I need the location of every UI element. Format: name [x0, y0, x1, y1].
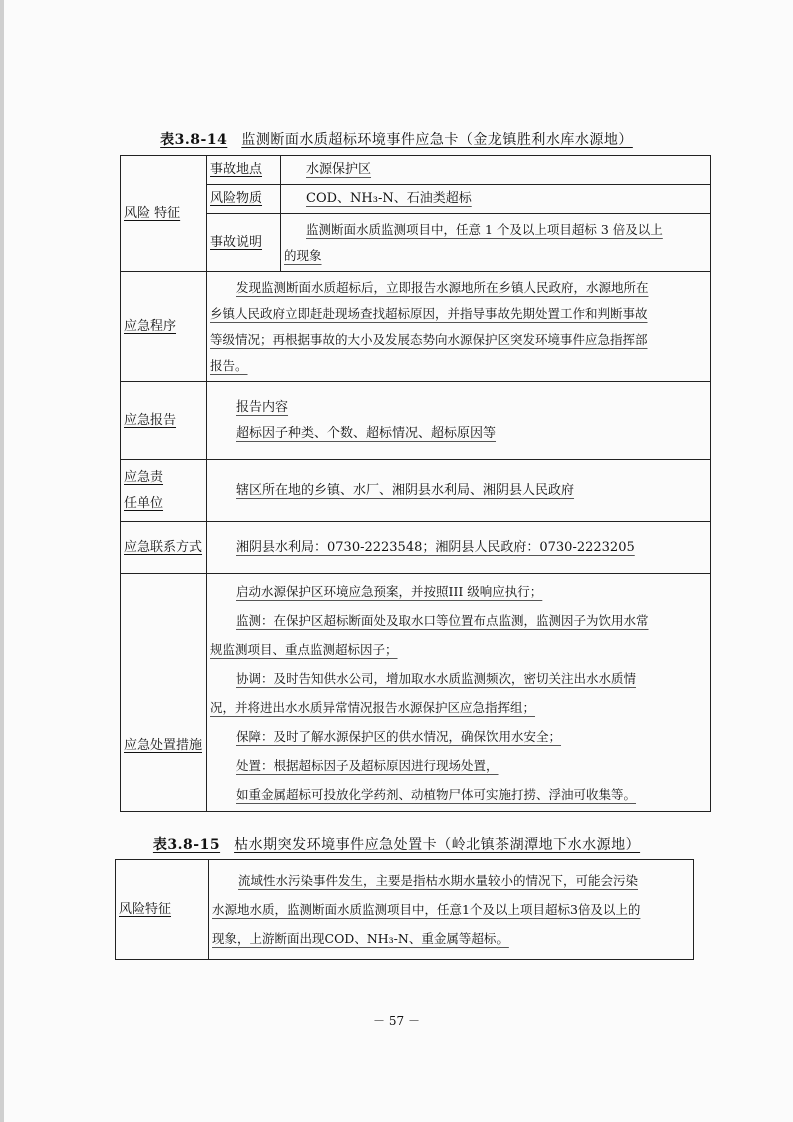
- responsible-unit-value: 辖区所在地的乡镇、水厂、湘阴县水利局、湘阴县人民政府: [236, 482, 575, 498]
- risk-substance-value-cell: [281, 185, 711, 214]
- measures-label-cell: [121, 574, 207, 812]
- contact-label-cell: [121, 522, 207, 574]
- responsible-unit-value-cell: [207, 460, 711, 522]
- risk-substance-label: 风险物质: [210, 191, 263, 206]
- procedure-label-cell: [121, 272, 207, 382]
- table-14: [120, 155, 711, 812]
- incident-desc-line-1: 监测断面水质监测项目中，任意 1 个及以上项目超标 3 倍及以上: [306, 221, 663, 237]
- report-line: 报告内容: [236, 399, 289, 415]
- measures-line: 监测：在保护区超标断面处及取水口等位置布点监测，监测因子为饮用水常: [236, 612, 649, 628]
- report-line: 超标因子种类、个数、超标情况、超标原因等: [236, 425, 497, 441]
- procedure-line: 乡镇人民政府立即赶赴现场查找超标原因，并指导事故先期处置工作和判断事故: [210, 305, 648, 321]
- incident-desc-value-cell: [281, 214, 711, 272]
- page-number: － 57 －: [373, 1014, 420, 1028]
- incident-desc-label-cell: [207, 214, 281, 272]
- incident-location-label-cell: [207, 156, 281, 185]
- procedure-line: 等级情况；再根据事故的大小及发展态势向水源保护区突发环境事件应急指挥部: [210, 331, 648, 347]
- procedure-line: 报告。: [210, 357, 248, 373]
- report-label: 应急报告: [124, 412, 177, 428]
- table-14-number: 表3.8-14: [160, 132, 228, 148]
- procedure-label: 应急程序: [124, 318, 177, 334]
- table-15-risk-line: 现象，上游断面出现COD、NH₃-N、重金属等超标。: [212, 931, 509, 946]
- responsible-unit-label-line-1: 应急责: [124, 469, 164, 485]
- table-15-caption: [0, 834, 793, 854]
- table-15-risk-content-cell: [209, 860, 694, 960]
- responsible-unit-label-cell: [121, 460, 207, 522]
- table-15-risk-label-cell: [116, 860, 209, 960]
- incident-location-value-cell: [281, 156, 711, 185]
- measures-line: 保障：及时了解水源保护区的供水情况，确保饮用水安全；: [236, 728, 562, 744]
- table-15-risk-label: 风险特征: [119, 901, 172, 917]
- contact-value-cell: [207, 522, 711, 574]
- measures-line: 规监测项目、重点监测超标因子；: [210, 641, 398, 657]
- measures-line: 如重金属超标可投放化学药剂、动植物尸体可实施打捞、浮油可收集等。: [236, 786, 637, 802]
- risk-substance-value: COD、NH₃-N、石油类超标: [306, 191, 472, 206]
- table-14-title: 监测断面水质超标环境事件应急卡（金龙镇胜利水库水源地）: [241, 132, 633, 148]
- incident-location-label: 事故地点: [210, 162, 263, 177]
- contact-label: 应急联系方式: [124, 539, 203, 555]
- table-14-caption: [0, 129, 793, 149]
- scan-edge: [0, 0, 4, 1122]
- measures-line: 启动水源保护区环境应急预案，并按照III 级响应执行；: [236, 583, 543, 599]
- report-content-cell: [207, 382, 711, 460]
- measures-line: 处置：根据超标因子及超标原因进行现场处置，: [236, 757, 499, 773]
- report-label-cell: [121, 382, 207, 460]
- measures-content-cell: [207, 574, 711, 812]
- risk-feature-label-cell: [121, 156, 207, 272]
- table-15-title: 枯水期突发环境事件应急处置卡（岭北镇茶湖潭地下水水源地）: [234, 837, 641, 853]
- measures-line: 协调：及时告知供水公司，增加取水水质监测频次，密切关注出水水质情: [236, 670, 637, 686]
- incident-location-value: 水源保护区: [306, 162, 372, 177]
- risk-substance-label-cell: [207, 185, 281, 214]
- table-15-risk-line: 流域性水污染事件发生，主要是指枯水期水量较小的情况下，可能会污染: [238, 873, 639, 888]
- contact-value: 湘阴县水利局：0730-2223548；湘阴县人民政府：0730-2223205: [236, 539, 635, 555]
- table-15-number: 表3.8-15: [152, 837, 221, 853]
- table-15-risk-line: 水源地水质，监测断面水质监测项目中，任意1个及以上项目超标3倍及以上的: [212, 902, 641, 917]
- measures-line: 况，并将进出水水质异常情况报告水源保护区应急指挥组；: [210, 699, 536, 715]
- responsible-unit-label-line-2: 任单位: [124, 495, 164, 511]
- procedure-line: 发现监测断面水质超标后，立即报告水源地所在乡镇人民政府，水源地所在: [236, 279, 649, 295]
- procedure-content-cell: [207, 272, 711, 382]
- measures-label: 应急处置措施: [124, 738, 203, 753]
- incident-desc-line-2: 的现象: [284, 247, 322, 263]
- table-15: [115, 859, 694, 960]
- risk-feature-label: 风险 特征: [124, 205, 181, 221]
- incident-desc-label: 事故说明: [210, 234, 263, 250]
